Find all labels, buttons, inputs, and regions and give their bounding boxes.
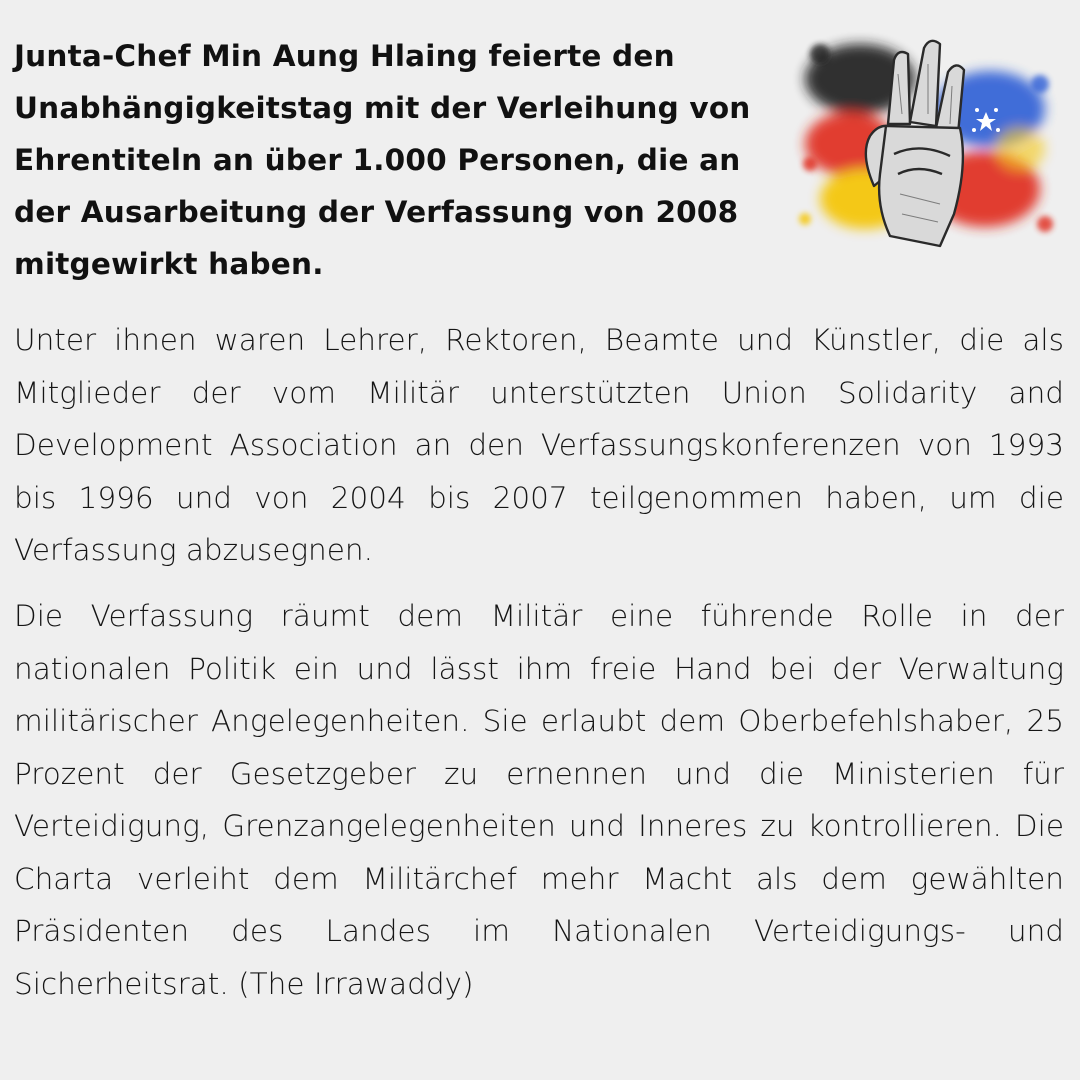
headline-line: der Ausarbeitung der Verfassung von 2008 [14, 195, 739, 229]
article-paragraph: Die Verfassung räumt dem Militär eine führende Rolle in der nationalen Politik ein und lässt ihm freie Hand bei der Verwaltung militärischer Angelegenheiten. Sie erlaubt dem Oberbefehlshaber, 25 Prozent der Gesetzgeber zu ernennen und die Ministerien für Verteidigung, Grenzangelegenheiten und Inneres zu kontrollieren. Die Charta verleiht dem Militärchef mehr Macht als dem gewählten Präsidenten des Landes im Nationalen Verteidigungs- und Sicherheitsrat. (The Irrawaddy) [14, 599, 1064, 1001]
three-finger-salute-icon [790, 14, 1060, 264]
headline [14, 30, 814, 290]
headline-line: Ehrentiteln an über 1.000 Personen, die an [14, 143, 741, 177]
headline-line: mitgewirkt haben. [14, 247, 324, 281]
article-paragraph: Unter ihnen waren Lehrer, Rektoren, Beamte und Künstler, die als Mitglieder der vom Militär unterstützten Union Solidarity and Development Association an den Verfassungskonferenzen von 1993 bis 1996 und von 2004 bis 2007 teilgenommen haben, um die Verfassung abzusegnen. [14, 323, 1064, 567]
headline-line: Junta-Chef Min Aung Hlaing feierte den [14, 39, 675, 73]
headline-line: Unabhängigkeitstag mit der Verleihung von [14, 91, 751, 125]
